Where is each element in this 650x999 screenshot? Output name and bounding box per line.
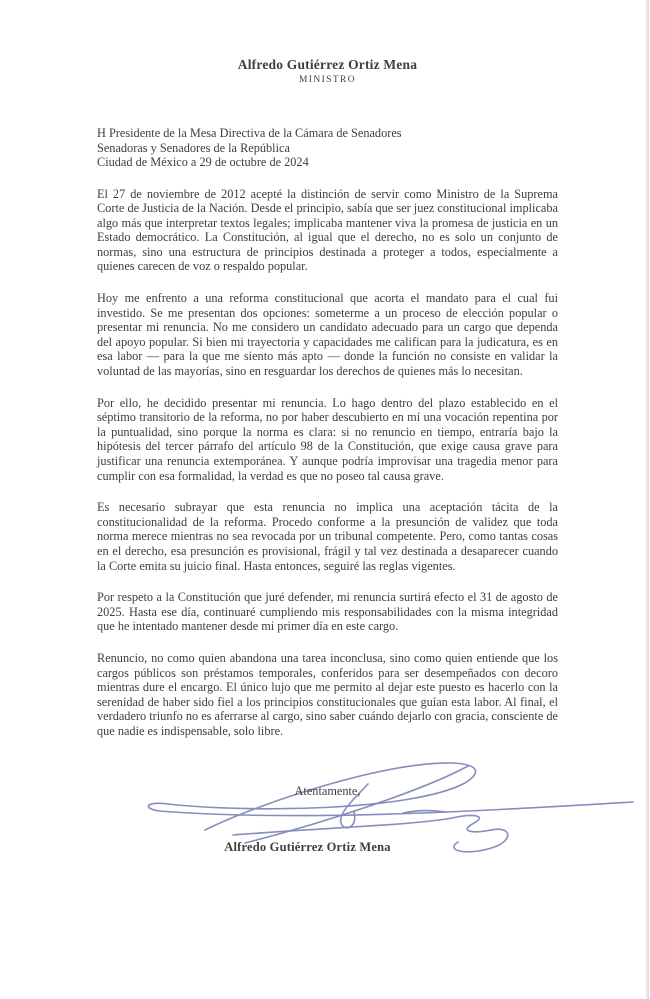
signature-stroke-diagonal	[245, 766, 468, 843]
recipient-line-1: H Presidente de la Mesa Directiva de la Cámara de Senadores	[97, 126, 402, 140]
paragraph-2: Hoy me enfrento a una reforma constitucional que acorta el mandato para el cual fui investido. Se me presentan dos opciones: someterme a un proceso de elección popular o presentar mi renuncia. No me considero un candidato adecuado para un cargo que dependa del apoyo popular. Si bien mi trayectoria y capacidades me califican para la judicatura, es en esa labor — para la que me siento más apto — donde la función no consiste en validar la voluntad de las mayorías, sino en resguardar los derechos de quienes más lo necesitan.	[97, 291, 558, 379]
signatory-name: Alfredo Gutiérrez Ortiz Mena	[224, 839, 391, 854]
scanned-page-edge	[645, 0, 649, 999]
sender-name: Alfredo Gutiérrez Ortiz Mena	[237, 57, 418, 72]
handwritten-signature	[0, 756, 650, 891]
sender-role: MINISTRO	[298, 75, 357, 85]
date-line: Ciudad de México a 29 de octubre de 2024	[97, 155, 309, 169]
paragraph-5: Por respeto a la Constitución que juré defender, mi renuncia surtirá efecto el 31 de agosto de 2025. Hasta ese día, continuaré cumpliendo mis responsabilidades con la misma integridad que he intentado mantener desde mi primer día en este cargo.	[97, 590, 558, 634]
paragraph-1: El 27 de noviembre de 2012 acepté la distinción de servir como Ministro de la Suprema Corte de Justicia de la Nación. Desde el principio, sabía que ser juez constitucional implicaba algo más que interpretar textos legales; implicaba mantener viva la promesa de justicia en un Estado democrático. La Constitución, al igual que el derecho, no es solo un conjunto de normas, sino una estructura de principios destinada a proteger a todos, especialmente a quienes carecen de voz o respaldo popular.	[97, 186, 558, 274]
salutation: Atentamente,	[294, 783, 361, 798]
paragraph-3: Por ello, he decidido presentar mi renuncia. Lo hago dentro del plazo establecido en el séptimo transitorio de la reforma, no por haber descubierto en mí una vocación repentina por la puntualidad, sino porque la norma es clara: si no renuncio en tiempo, entraría bajo la hipótesis del tercer párrafo del artículo 98 de la Constitución, que exige causa grave para justificar una renuncia extemporánea. Y aunque podría improvisar una tragedia menor para cumplir con esa formalidad, la verdad es que no poseo tal causa grave.	[97, 395, 558, 483]
letter-header	[97, 57, 558, 85]
paragraph-6: Renuncio, no como quien abandona una tarea inconclusa, sino como quien entiende que los cargos públicos son préstamos temporales, conferidos para ser desempeñados con decoro mientras dure el encargo. El único lujo que me permito al dejar este puesto es hacerlo con la serenidad de haber sido fiel a los principios constitucionales que guían esta labor. Al final, el verdadero triunfo no es aferrarse al cargo, sino saber cuándo dejarlo con gracia, consciente de que nadie es indispensable, solo libre.	[97, 650, 558, 738]
letter-body	[97, 187, 558, 739]
paragraph-4: Es necesario subrayar que esta renuncia no implica una aceptación tácita de la constitucionalidad de la reforma. Procedo conforme a la presunción de validez que toda norma merece mientras no sea revocada por un tribunal competente. Pero, como tantas cosas en el derecho, esa presunción es provisional, frágil y tal vez destinada a desaparecer cuando la Corte emita su juicio final. Hasta entonces, seguiré las reglas vigentes.	[97, 500, 558, 573]
signature-stroke-dash	[403, 810, 446, 812]
closing-block	[97, 756, 558, 891]
recipient-block	[97, 126, 558, 170]
recipient-line-2: Senadoras y Senadores de la República	[97, 140, 290, 155]
